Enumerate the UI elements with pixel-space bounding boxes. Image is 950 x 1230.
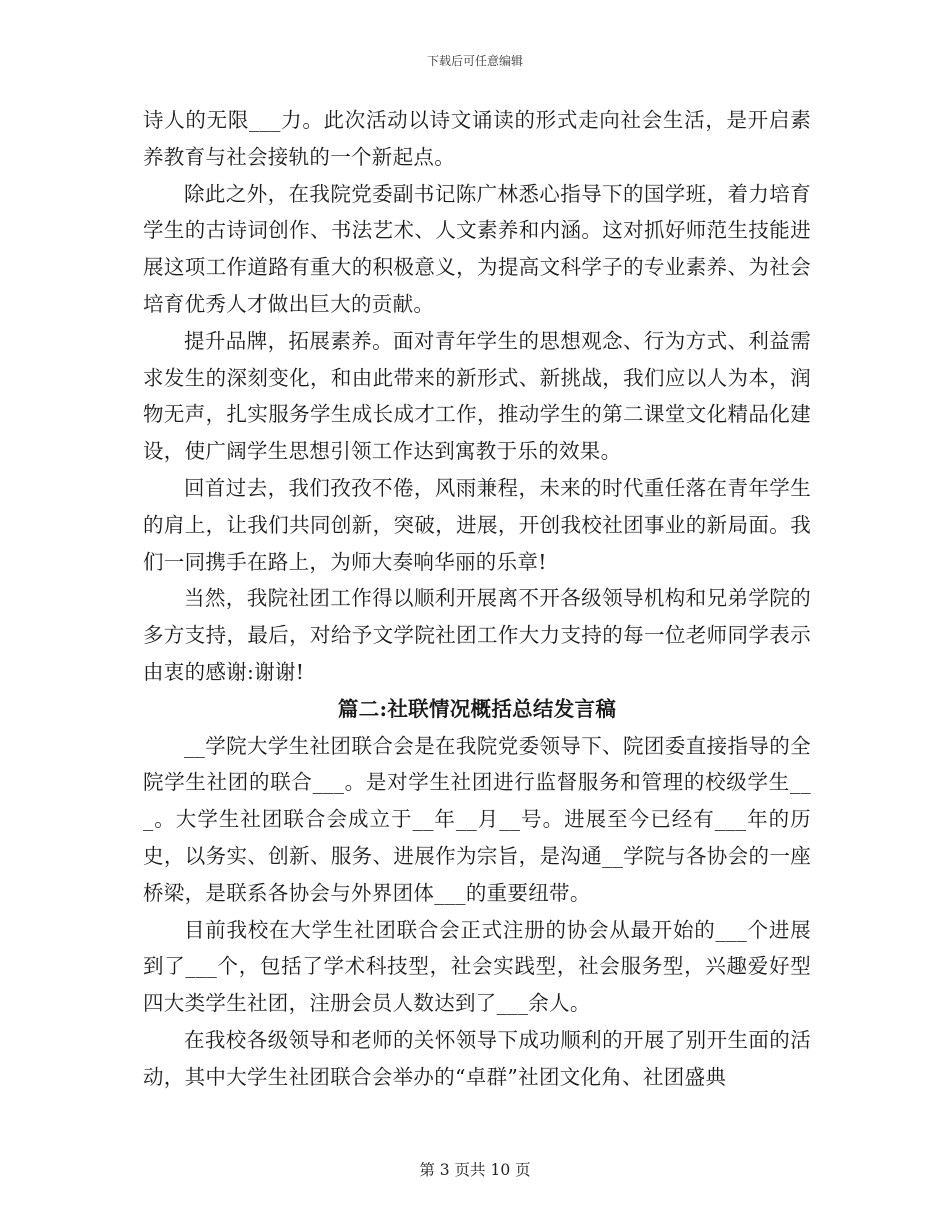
paragraph: 除此之外，在我院党委副书记陈广林悉心指导下的国学班，着力培育学生的古诗词创作、书法艺术、人文素养和内涵。这对抓好师范生技能进展这项工作道路有重大的积极意义，为提高文科学子的专业素养、为社会培育优秀人才做出巨大的贡献。 (143, 181, 811, 316)
paragraph: 目前我校在大学生社团联合会正式注册的协会从最开始的___个进展到了___个，包括了学术科技型，社会实践型，社会服务型，兴趣爱好型四大类学生社团，注册会员人数达到了___余人。 (143, 917, 811, 1016)
paragraph-continued: 诗人的无限___力。此次活动以诗文诵读的形式走向社会生活，是开启素养教育与社会接轨的一个新起点。 (143, 108, 811, 169)
section-title: 篇二:社联情况概括总结发言稿 (337, 696, 617, 721)
paragraph: 当然，我院社团工作得以顺利开展离不开各级领导机构和兄弟学院的多方支持，最后，对给予文学院社团工作大力支持的每一位老师同学表示由衷的感谢:谢谢! (143, 586, 811, 684)
paragraph: __学院大学生社团联合会是在我院党委领导下、院团委直接指导的全院学生社团的联合___。是对学生社团进行监督服务和管理的校级学生___。大学生社团联合会成立于__年__月__号。进展至今已经有___年的历史，以务实、创新、服务、进展作为宗旨，是沟通__学院与各协会的一座桥梁，是联系各协会与外界团体___的重要纽带。 (143, 733, 811, 905)
page-header: 下载后可任意编辑 (426, 54, 523, 68)
paragraph: 在我校各级领导和老师的关怀领导下成功顺利的开展了别开生面的活动，其中大学生社团联合会举办的“卓群”社团文化角、社团盛典 (143, 1027, 811, 1089)
page-footer: 第 3 页共 10 页 (419, 1161, 531, 1179)
paragraph: 提升品牌，拓展素养。面对青年学生的思想观念、行为方式、利益需求发生的深刻变化，和由此带来的新形式、新挑战，我们应以人为本，润物无声，扎实服务学生成长成才工作，推动学生的第二课堂文化精品化建设，使广阔学生思想引领工作达到寓教于乐的效果。 (143, 328, 811, 464)
paragraph: 回首过去，我们孜孜不倦，风雨兼程，未来的时代重任落在青年学生的肩上，让我们共同创新，突破，进展，开创我校社团事业的新局面。我们一同携手在路上，为师大奏响华丽的乐章! (143, 475, 811, 574)
document-body (143, 102, 811, 1096)
